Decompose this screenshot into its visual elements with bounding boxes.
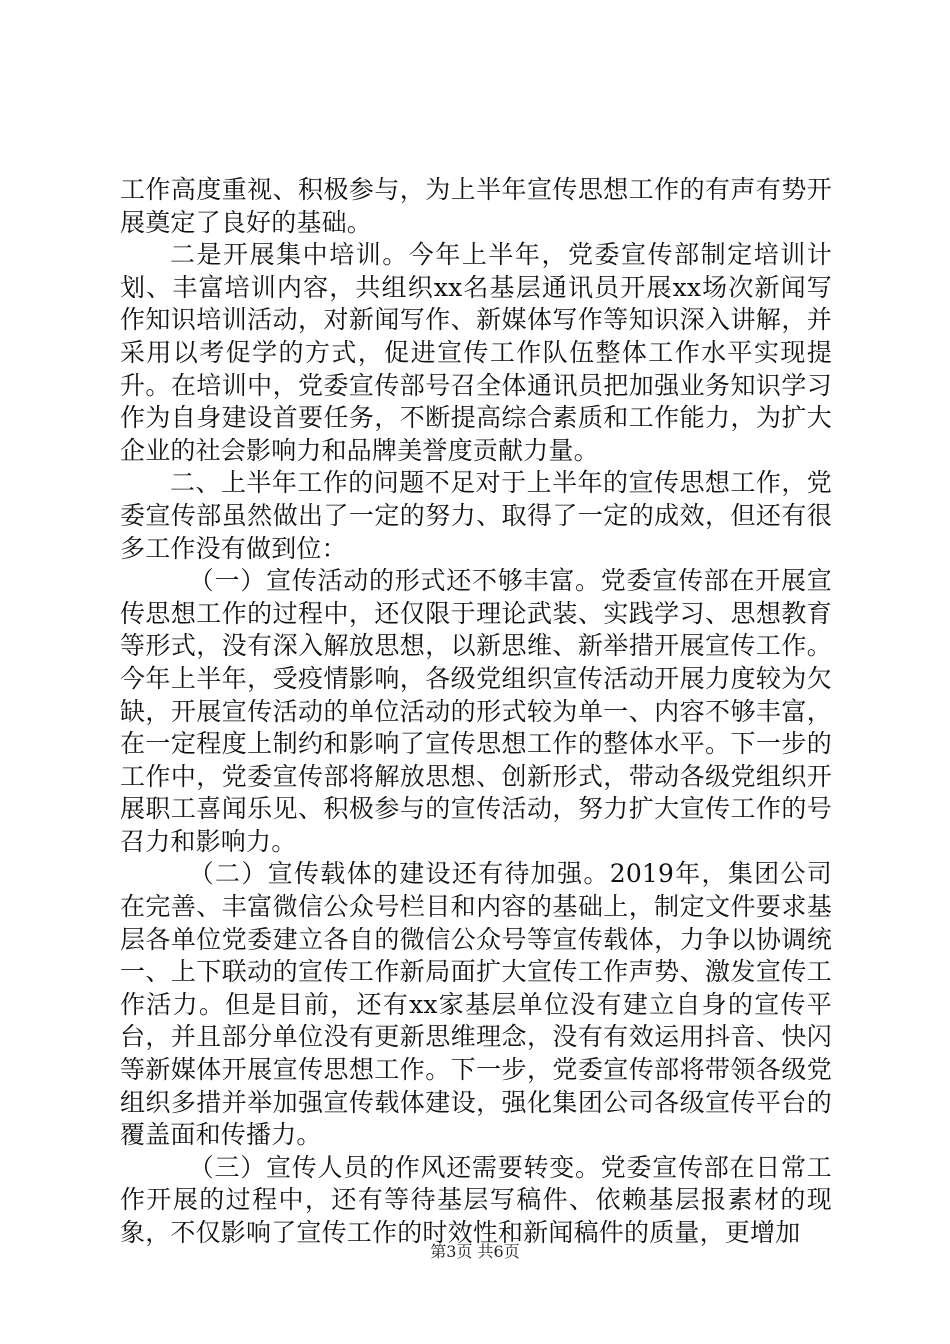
paragraph-6: （三）宣传人员的作风还需要转变。党委宣传部在日常工作开展的过程中，还有等待基层写稿件、依赖基层报素材的现象，不仅影响了宣传工作的时效性和新闻稿件的质量，更增加 (120, 1152, 832, 1247)
page-number-footer: 第3页 共6页 (430, 1242, 520, 1261)
paragraph-3: 二、上半年工作的问题不足对于上半年的宣传思想工作，党委宣传部虽然做出了一定的努力、取得了一定的成效，但还有很多工作没有做到位： (120, 468, 832, 563)
document-body (120, 174, 832, 1250)
paragraph-4: （一）宣传活动的形式还不够丰富。党委宣传部在开展宣传思想工作的过程中，还仅限于理论武装、实践学习、思想教育等形式，没有深入解放思想，以新思维、新举措开展宣传工作。今年上半年，受疫情影响，各级党组织宣传活动开展力度较为欠缺，开展宣传活动的单位活动的形式较为单一、内容不够丰富，在一定程度上制约和影响了宣传思想工作的整体水平。下一步的工作中，党委宣传部将解放思想、创新形式，带动各级党组织开展职工喜闻乐见、积极参与的宣传活动，努力扩大宣传工作的号召力和影响力。 (120, 566, 832, 856)
paragraph-2: 二是开展集中培训。今年上半年，党委宣传部制定培训计划、丰富培训内容，共组织xx名基层通讯员开展xx场次新闻写作知识培训活动，对新闻写作、新媒体写作等知识深入讲解，并采用以考促学的方式，促进宣传工作队伍整体工作水平实现提升。在培训中，党委宣传部号召全体通讯员把加强业务知识学习作为自身建设首要任务，不断提高综合素质和工作能力，为扩大企业的社会影响力和品牌美誉度贡献力量。 (120, 240, 832, 465)
paragraph-5: （二）宣传载体的建设还有待加强。2019年，集团公司在完善、丰富微信公众号栏目和内容的基础上，制定文件要求基层各单位党委建立各自的微信公众号等宣传载体，力争以协调统一、上下联动的宣传工作新局面扩大宣传工作声势、激发宣传工作活力。但是目前，还有xx家基层单位没有建立自身的宣传平台，并且部分单位没有更新思维理念，没有有效运用抖音、快闪等新媒体开展宣传思想工作。下一步，党委宣传部将带领各级党组织多措并举加强宣传载体建设，强化集团公司各级宣传平台的覆盖面和传播力。 (120, 859, 832, 1150)
paragraph-1: 工作高度重视、积极参与，为上半年宣传思想工作的有声有势开展奠定了良好的基础。 (120, 175, 832, 237)
